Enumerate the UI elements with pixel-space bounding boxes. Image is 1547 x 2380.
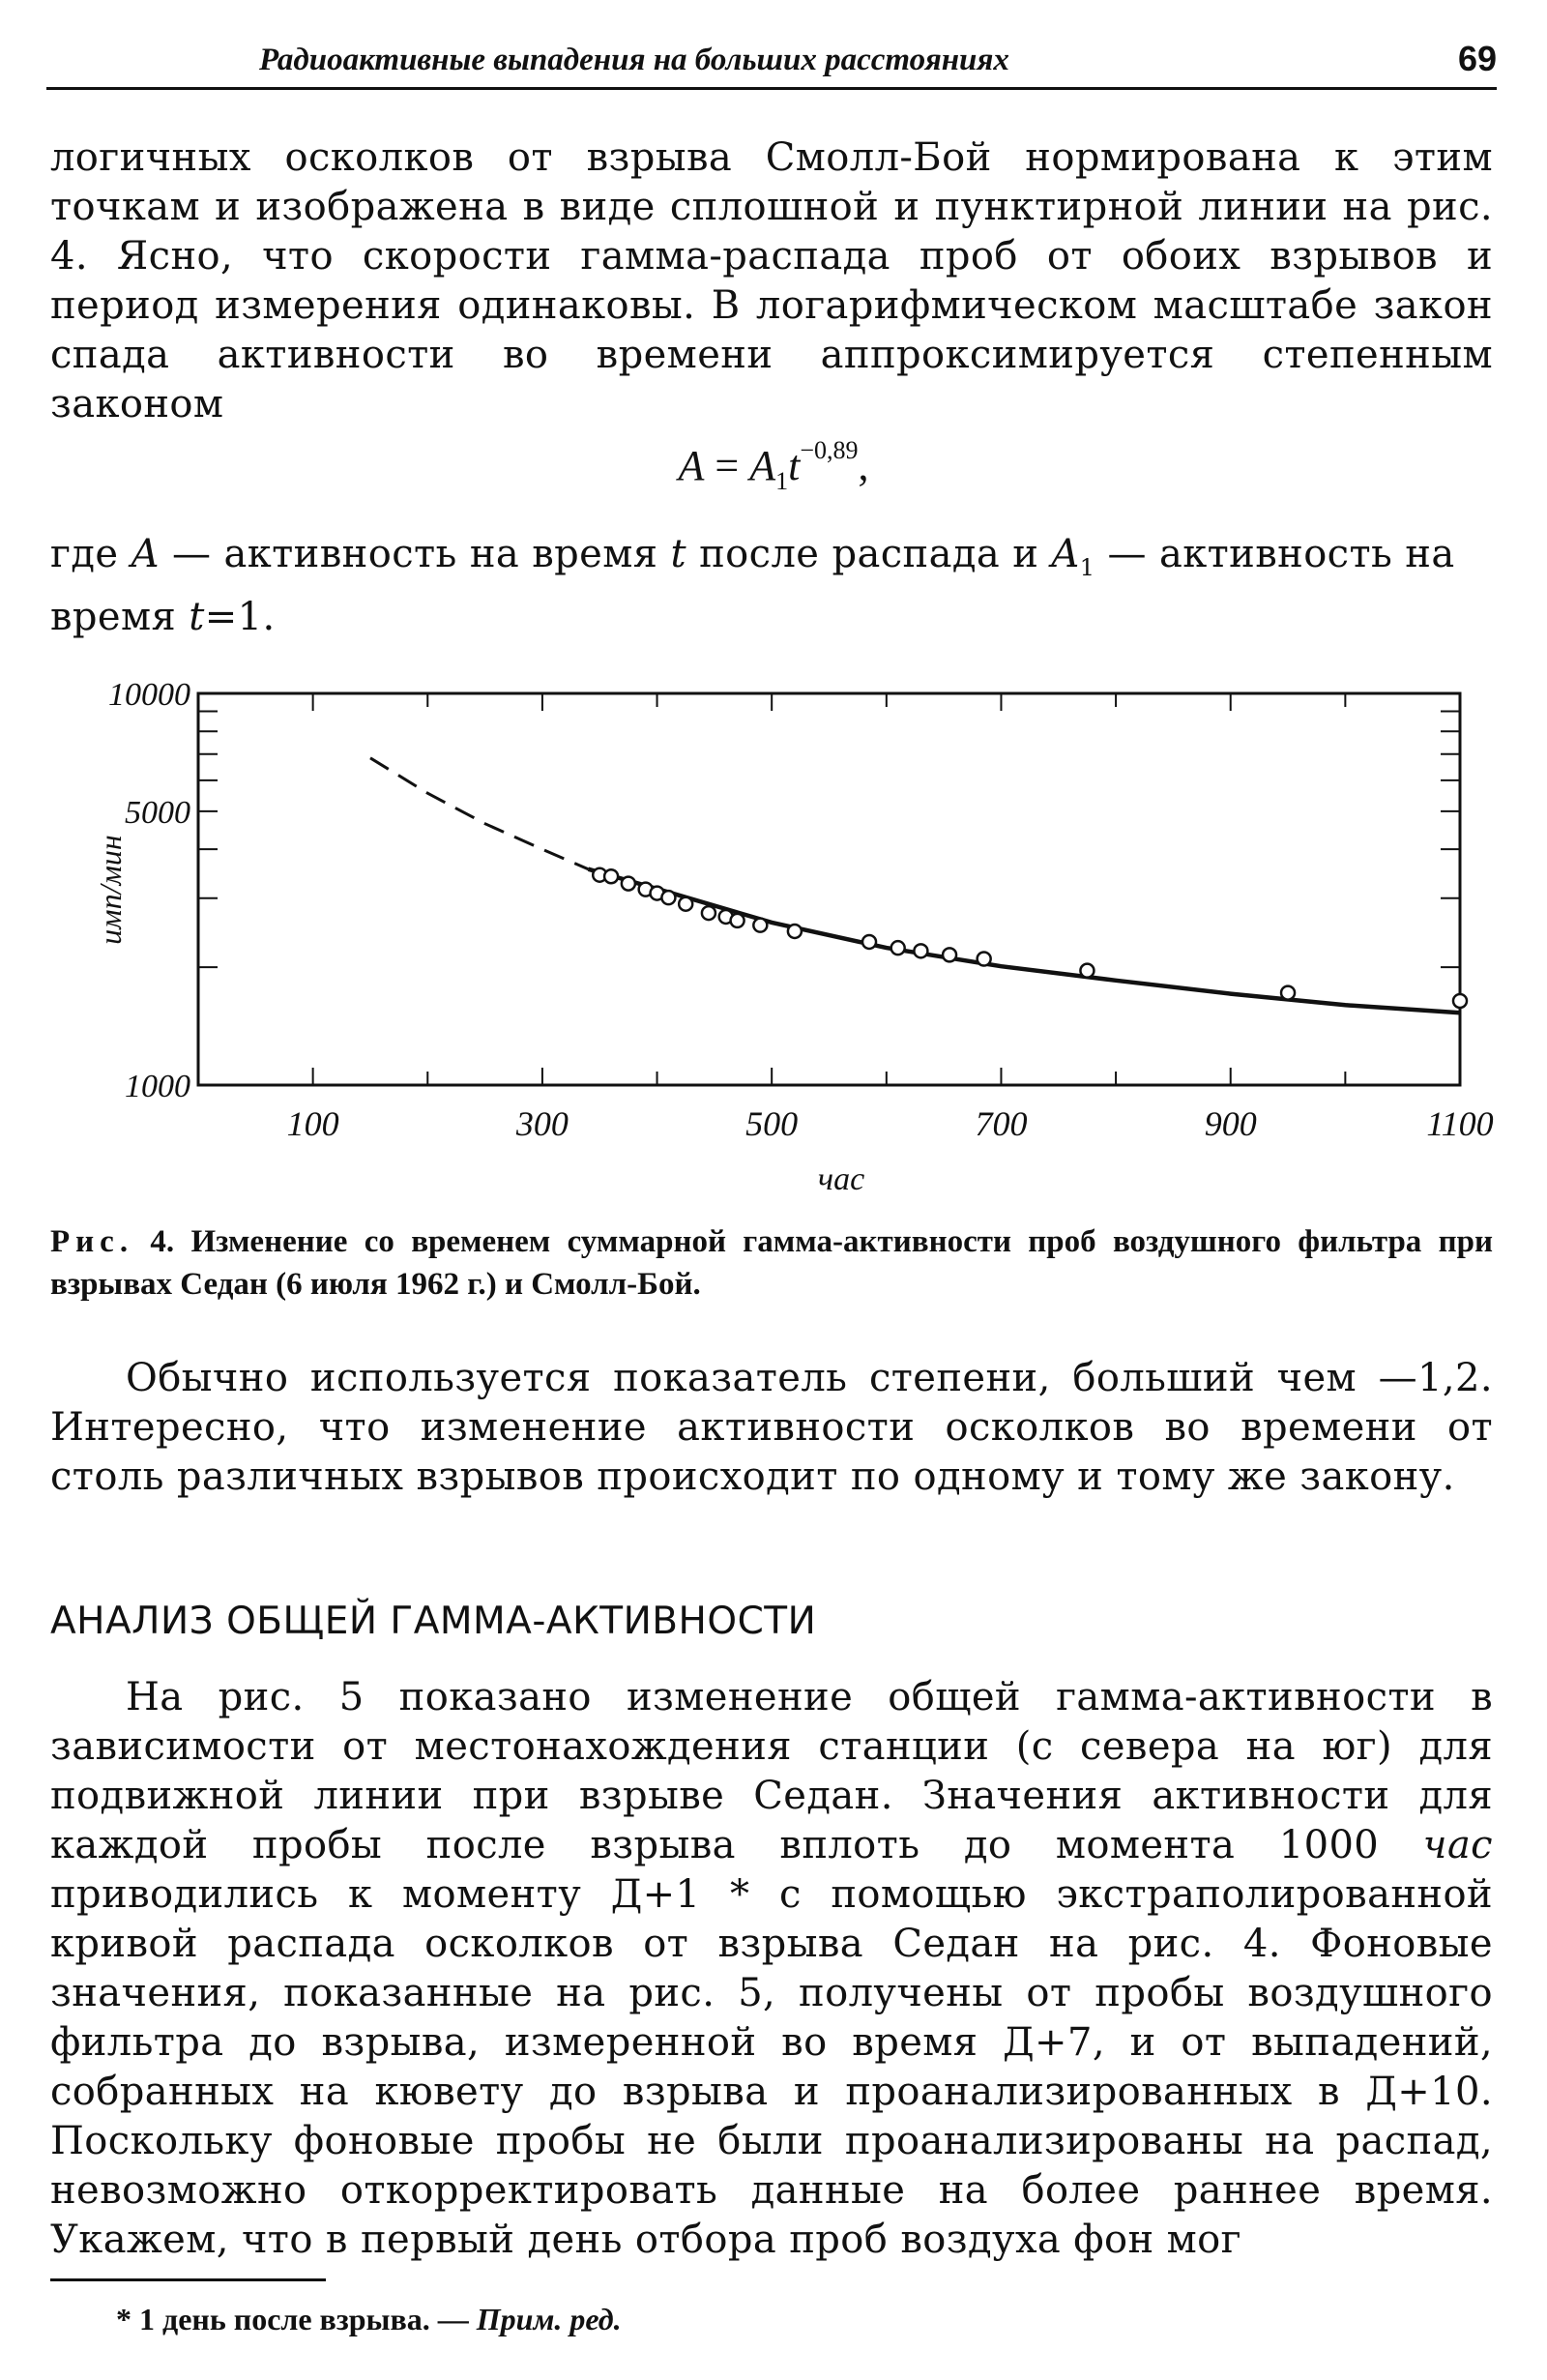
paragraph-2 (50, 530, 1493, 642)
paragraph-4 (50, 1673, 1493, 2265)
p4-part2: приводились к моменту Д+1 * с помощью экстраполированной кривой распада осколков от взрыва Седан на рис. 4. Фоновые значения, показанные на рис. 5, получены от пробы воздушного фильтра до взрыва, измеренной во время Д+7, и от выпадений, собранных на кювету до взрыва и проанализированных в Д+10. Поскольку фоновые пробы не были проанализированы на распад, невозможно откорректировать данные на более раннее время. Укажем, что в первый день отбора проб воздуха фон мог (50, 1872, 1493, 2262)
footnote-note: Прим. ред. (476, 2302, 622, 2336)
data-point (914, 944, 927, 957)
x-axis-label: час (817, 1161, 865, 1197)
data-point (862, 935, 876, 949)
figure-caption (50, 1220, 1493, 1306)
data-point (943, 948, 956, 961)
page-number: 69 (1457, 39, 1497, 78)
formula-t: t (788, 442, 801, 489)
p2-t: t (670, 532, 686, 576)
formula-trail: , (858, 442, 869, 489)
p2-end: =1. (204, 595, 276, 639)
p2-a1: A (1051, 532, 1080, 576)
data-point (788, 925, 802, 938)
y-tick-label: 5000 (125, 794, 190, 831)
footnote-rule (50, 2278, 326, 2281)
fit-solid-line (588, 869, 1460, 1013)
p2-mid2: после распада и (686, 532, 1052, 576)
caption-label: Рис. (50, 1224, 134, 1259)
y-axis-label: имп/мин (93, 835, 128, 945)
formula-eq: = (704, 442, 750, 489)
p2-mid1: — активность на время (159, 532, 671, 576)
running-title: Радиоактивные выпадения на больших расстояниях (259, 43, 1009, 77)
data-point (1453, 994, 1467, 1008)
chart-ticks (198, 693, 1460, 1085)
p2-t2: t (189, 595, 205, 639)
data-point (622, 877, 635, 891)
decay-chart (0, 667, 1547, 1209)
y-tick-label: 10000 (108, 677, 190, 713)
p2-a: A (131, 532, 160, 576)
x-tick-label: 1100 (1426, 1104, 1494, 1143)
plot-frame (198, 693, 1460, 1085)
formula-exponent: −0,89 (800, 436, 859, 465)
footnote (116, 2302, 622, 2337)
y-tick-label: 1000 (125, 1069, 190, 1104)
chart-lines (370, 758, 1460, 1013)
footnote-mark: * 1 (116, 2302, 155, 2336)
running-head (46, 29, 1497, 90)
formula-a: A (749, 442, 776, 489)
data-point (1281, 986, 1295, 1000)
p2-a1-sub: 1 (1079, 554, 1095, 581)
footnote-text: день после взрыва. — (155, 2302, 477, 2336)
formula-lhs: A (678, 442, 705, 489)
x-tick-label: 700 (975, 1104, 1028, 1143)
x-tick-label: 300 (515, 1104, 569, 1143)
p2-mid3: — активность на время (50, 532, 1455, 639)
data-point (604, 869, 618, 883)
chart-points (593, 868, 1467, 1008)
data-point (1080, 964, 1094, 978)
x-tick-label: 500 (745, 1104, 799, 1143)
paragraph-3: Обычно используется показатель степени, больший чем —1,2. Интересно, что изменение активности осколков во времени от столь различных взрывов происходит по одному и тому же закону. (50, 1356, 1493, 1499)
formula-sub: 1 (775, 466, 789, 495)
data-point (702, 906, 715, 920)
data-point (978, 953, 991, 966)
paragraph-1: логичных осколков от взрыва Смолл-Бой нормирована к этим точкам и изображена в виде сплошной и пунктирной линии на рис. 4. Ясно, что скорости гамма-распада проб от обоих взрывов и период измерения одинаковы. В логарифмическом масштабе закон спада активности во времени аппроксимируется степенным законом (50, 135, 1493, 426)
data-point (891, 941, 905, 955)
p4-unit: час (1422, 1823, 1493, 1867)
data-point (753, 919, 767, 932)
x-tick-label: 100 (286, 1104, 339, 1143)
p4-part1: На рис. 5 показано изменение общей гамма-активности в зависимости от местонахождения станции (с севера на юг) для подвижной линии при взрыве Седан. Значения активности для каждой пробы после взрыва вплоть до момента 1000 (50, 1675, 1493, 1867)
extrapolated-dashed-line (370, 758, 588, 869)
data-point (661, 891, 675, 904)
p2-where: где (50, 532, 131, 576)
data-point (731, 914, 744, 927)
formula (0, 436, 1547, 496)
caption-text: 4. Изменение со временем суммарной гамма-активности проб воздушного фильтра при взрывах Седан (6 июля 1962 г.) и Смолл-Бой. (50, 1224, 1494, 1302)
x-tick-label: 900 (1204, 1104, 1257, 1143)
section-heading: АНАЛИЗ ОБЩЕЙ ГАММА-АКТИВНОСТИ (50, 1600, 817, 1643)
data-point (679, 897, 692, 911)
